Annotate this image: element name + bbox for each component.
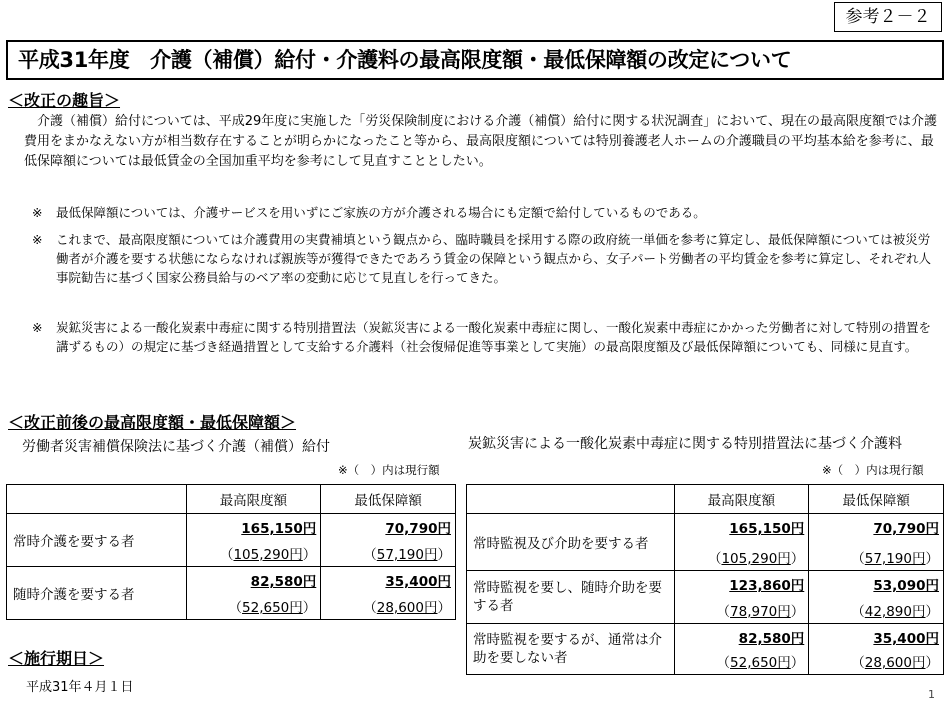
row-label: 常時監視を要するが、通常は介助を要しない者 (467, 624, 675, 675)
col-header-max: 最高限度額 (674, 485, 809, 514)
max-cell (674, 514, 809, 571)
max-old-value: （105,290円） (707, 551, 805, 567)
row-label: 常時介護を要する者 (7, 514, 187, 567)
max-cell (186, 514, 321, 567)
max-old-amount: 52,650円 (242, 600, 303, 616)
max-new-value: 82,580円 (250, 574, 317, 590)
max-cell (674, 624, 809, 675)
min-new-value: 35,400円 (873, 631, 939, 647)
min-cell (809, 514, 944, 571)
min-cell (809, 571, 944, 624)
min-cell (321, 567, 456, 620)
corner-cell (467, 485, 675, 514)
min-old-value: （57,190円） (851, 551, 939, 567)
table-row (7, 514, 456, 567)
min-old-amount: 57,190円 (864, 551, 926, 567)
min-cell (809, 624, 944, 675)
max-old-amount: 78,970円 (730, 604, 791, 620)
max-cell (674, 571, 809, 624)
note-2-text: これまで、最高限度額については介護費用の実費補填という観点から、臨時職員を採用する際の政府統一単価を参考に算定し、最低保障額については被災労働者が介護を要する状態にならなければ親族等が獲得できたであろう賃金の保障という観点から、女子パート労働者の平均賃金を参考に算定し、それぞれ人事院勧告に基づく国家公務員給与のベア率の変動に応じて見直しを行ってきた。 (56, 232, 932, 285)
table-header-row (467, 485, 944, 514)
section-heading-amounts (8, 410, 296, 433)
row-label: 常時監視及び介助を要する者 (467, 514, 675, 571)
purpose-paragraph: 介護（補償）給付については、平成29年度に実施した「労災保険制度における介護（補償）給付に関する状況調査」において、現在の最高限度額では介護費用をまかなえない方が相当数存在することが明らかになったこと等から、最高限度額については特別養護老人ホームの介護職員の平均基本給を参考に、最低保障額については最低賃金の全国加重平均を参考にして見直すこととしたい。 (24, 114, 938, 169)
row-label: 常時監視を要し、随時介助を要する者 (467, 571, 675, 624)
max-old-value: （78,970円） (716, 604, 805, 620)
col-header-min: 最低保障額 (321, 485, 456, 514)
note-3 (32, 318, 940, 356)
corner-cell (7, 485, 187, 514)
max-new-value: 123,860円 (729, 578, 805, 594)
table-row (467, 624, 944, 675)
note-1-text: 最低保障額については、介護サービスを用いずにご家族の方が介護される場合にも定額で給付しているものである。 (56, 205, 706, 220)
table-row (7, 567, 456, 620)
page-number: 1 (928, 688, 935, 701)
max-old-amount: 105,290円 (721, 551, 791, 567)
min-new-value: 70,790円 (873, 521, 939, 537)
min-old-value: （42,890円） (851, 604, 939, 620)
section-heading-purpose (8, 88, 120, 111)
note-3-text: 炭鉱災害による一酸化炭素中毒症に関する特別措置法（炭鉱災害による一酸化炭素中毒症に関し、一酸化炭素中毒症にかかった労働者に対して特別の措置を講ずるもの）の規定に基づき経過措置として支給する介護料（社会復帰促進等事業として実施）の最高限度額及び最低保障額についても、同様に見直す。 (56, 320, 932, 354)
min-old-amount: 28,600円 (864, 655, 926, 671)
max-new-value: 165,150円 (241, 521, 317, 537)
left-table-caption: 労働者災害補償保険法に基づく介護（補償）給付 (22, 439, 330, 455)
min-new-value: 53,090円 (873, 578, 939, 594)
right-table-caption: 炭鉱災害による一酸化炭素中毒症に関する特別措置法に基づく介護料 (468, 436, 902, 452)
min-cell (321, 514, 456, 567)
note-mark: ※ (32, 232, 43, 247)
section-heading-effective (8, 646, 104, 669)
max-new-value: 82,580円 (738, 631, 805, 647)
min-old-amount: 28,600円 (376, 600, 438, 616)
section-heading-amounts-text: ＜改正前後の最高限度額・最低保障額＞ (8, 413, 297, 432)
col-header-min: 最低保障額 (809, 485, 944, 514)
table-header-row (7, 485, 456, 514)
max-old-amount: 105,290円 (233, 547, 303, 563)
reference-label: 参考２－２ (834, 2, 942, 32)
table-row (467, 514, 944, 571)
left-amount-table (6, 484, 456, 620)
col-header-max: 最高限度額 (186, 485, 321, 514)
max-old-amount: 52,650円 (730, 655, 791, 671)
min-old-value: （28,600円） (851, 655, 939, 671)
min-old-value: （28,600円） (363, 600, 451, 616)
max-cell (186, 567, 321, 620)
page-title: 平成31年度 介護（補償）給付・介護料の最高限度額・最低保障額の改定について (6, 40, 944, 80)
min-old-amount: 57,190円 (376, 547, 438, 563)
table-row (467, 571, 944, 624)
right-amount-table (466, 484, 944, 675)
note-mark: ※ (32, 205, 43, 220)
left-table-note: ※（ ）内は現行額 (338, 463, 440, 477)
note-2 (32, 230, 940, 287)
max-old-value: （105,290円） (219, 547, 317, 563)
note-1 (32, 203, 940, 222)
min-old-value: （57,190円） (363, 547, 451, 563)
max-new-value: 165,150円 (729, 521, 805, 537)
max-old-value: （52,650円） (716, 655, 805, 671)
effective-date: 平成31年４月１日 (26, 680, 134, 695)
section-heading-effective-text: ＜施行期日＞ (8, 649, 105, 668)
right-table-note: ※（ ）内は現行額 (822, 463, 924, 477)
section-heading-purpose-text: ＜改正の趣旨＞ (8, 91, 121, 110)
min-new-value: 35,400円 (385, 574, 451, 590)
min-new-value: 70,790円 (385, 521, 451, 537)
min-old-amount: 42,890円 (864, 604, 926, 620)
max-old-value: （52,650円） (228, 600, 317, 616)
note-mark: ※ (32, 320, 43, 335)
row-label: 随時介護を要する者 (7, 567, 187, 620)
